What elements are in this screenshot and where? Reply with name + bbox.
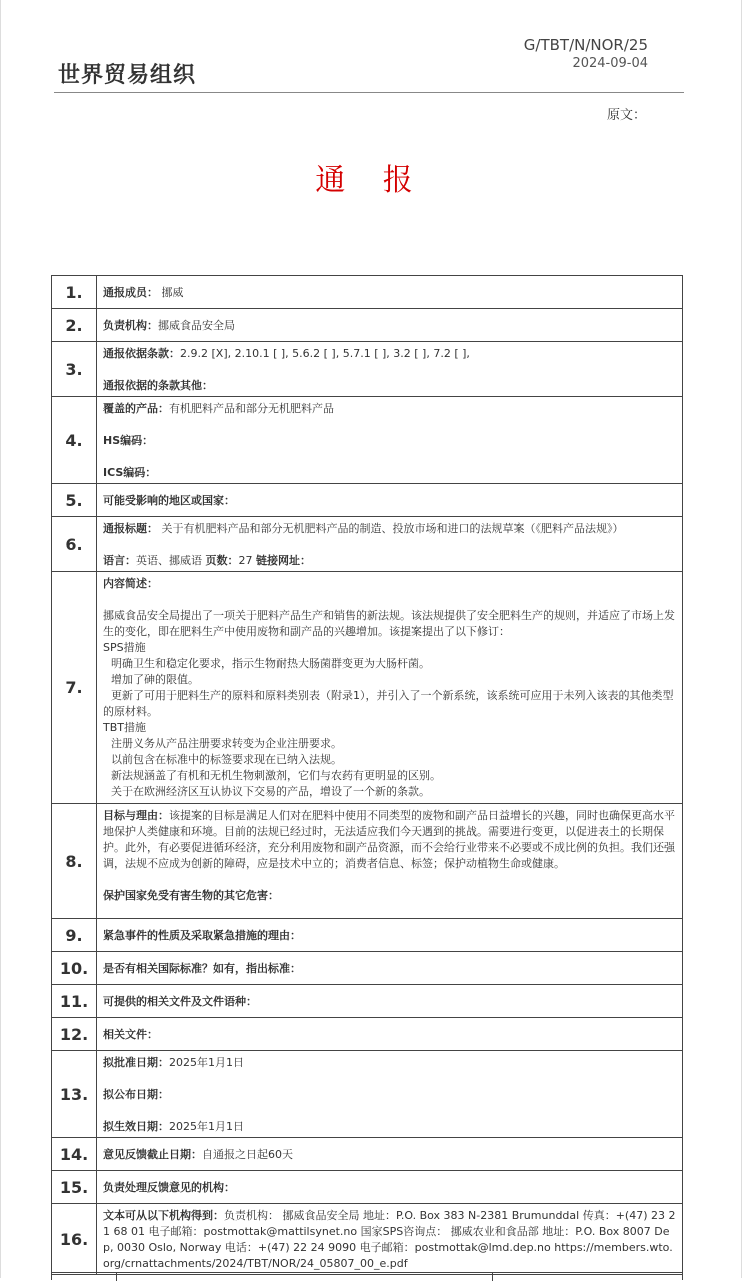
table-row: [52, 484, 683, 517]
approval-date-value: 2025年1月1日: [169, 1056, 244, 1069]
objective-value: 该提案的目标是满足人们对在肥料中使用不同类型的废物和副产品日益增长的兴趣，同时也确保更高水平地保护人类健康和环境。目前的法规已经过时，无法适应我们今天遇到的挑战。需要进行变更，以促进表土的长期保护。此外，有必要促进循环经济，充分利用废物和副产品资源，而不会给行业带来不必要或不成比例的负担。我们还强调，法规不应成为创新的障碍，应是技术中立的；消费者信息、标签；保护动植物生命或健康。: [103, 809, 675, 870]
urgent-nature-label: 紧急事件的性质及采取紧急措施的理由：: [103, 929, 301, 942]
table-row: [52, 1051, 683, 1138]
table-row: [52, 1138, 683, 1171]
notification-title-value: 关于有机肥料产品和部分无机肥料产品的制造、投放市场和进口的法规草案（《肥料产品法规》）: [161, 522, 624, 535]
description-intro: 挪威食品安全局提出了一项关于肥料产品生产和销售的新法规。该法规提供了安全肥料生产的规则，并适应了市场上发生的变化，即在肥料生产中使用废物和副产品的兴趣增加。该提案提出了以下修订：: [103, 609, 675, 638]
description-label: 内容简述：: [103, 577, 158, 590]
notification-title-label: 通报标题：: [103, 522, 158, 535]
article-value: 2.9.2 [X], 2.10.1 [ ], 5.6.2 [ ], 5.7.1 [ ], 3.2 [ ], 7.2 [ ],: [180, 347, 470, 360]
sps-heading: SPS措施: [103, 641, 146, 654]
affected-regions-label: 可能受影响的地区或国家：: [103, 494, 235, 507]
publication-date-label: 拟公布日期：: [103, 1088, 169, 1101]
related-documents-label: 相关文件：: [103, 1028, 158, 1041]
pages-value: 27: [238, 554, 253, 567]
effective-date-value: 2025年1月1日: [169, 1120, 244, 1133]
tbt-item: 关于在欧洲经济区互认协议下交易的产品，增设了一个新的条款。: [111, 785, 430, 798]
row-number: 9.: [52, 919, 97, 952]
header-divider: [54, 92, 684, 93]
agency-value: 挪威食品安全局: [158, 319, 235, 332]
table-row: [52, 952, 683, 985]
language-value: 英语、挪威语: [136, 554, 202, 567]
row-number: 4.: [52, 397, 97, 484]
objective-label: 目标与理由：: [103, 809, 169, 822]
comment-deadline-label: 意见反馈截止日期：: [103, 1148, 202, 1161]
row-number: 8.: [52, 804, 97, 919]
tbt-item: 新法规涵盖了有机和无机生物刺激剂，它们与农药有更明显的区别。: [111, 769, 441, 782]
article-other-label: 通报依据的条款其他：: [103, 379, 213, 392]
text-available-label: 文本可从以下机构得到：: [103, 1209, 224, 1222]
available-documents-label: 可提供的相关文件及文件语种：: [103, 995, 257, 1008]
agency-label: 负责机构：: [103, 319, 158, 332]
row-number: 5.: [52, 484, 97, 517]
next-page-table-stub: [51, 1272, 683, 1280]
row-number: 3.: [52, 342, 97, 397]
tbt-heading: TBT措施: [103, 721, 146, 734]
products-value: 有机肥料产品和部分无机肥料产品: [169, 402, 334, 415]
comment-deadline-value: 自通报之日起60天: [202, 1148, 293, 1161]
table-row: [52, 1204, 683, 1275]
document-date: 2024-09-04: [572, 56, 648, 71]
link-label: 链接网址：: [256, 554, 311, 567]
hs-code-label: HS编码：: [103, 434, 154, 447]
notification-title: 通 报: [315, 163, 427, 198]
products-label: 覆盖的产品：: [103, 402, 169, 415]
sps-item: 明确卫生和稳定化要求，指示生物耐热大肠菌群变更为大肠杆菌。: [111, 657, 430, 670]
ics-code-label: ICS编码：: [103, 466, 157, 479]
pages-label: 页数：: [205, 554, 239, 567]
table-row: [52, 342, 683, 397]
effective-date-label: 拟生效日期：: [103, 1120, 169, 1133]
row-number: 6.: [52, 517, 97, 572]
approval-date-label: 拟批准日期：: [103, 1056, 169, 1069]
notifying-member-value: 挪威: [161, 286, 184, 299]
document-code: G/TBT/N/NOR/25: [523, 36, 648, 54]
sps-item: 增加了砷的限值。: [111, 673, 199, 686]
row-number: 11.: [52, 985, 97, 1018]
notifying-member-label: 通报成员：: [103, 286, 158, 299]
international-standard-label: 是否有相关国际标准？如有，指出标准：: [103, 962, 301, 975]
table-row: [52, 804, 683, 919]
table-row: [52, 919, 683, 952]
row-number: 2.: [52, 309, 97, 342]
row-number: 15.: [52, 1171, 97, 1204]
tbt-item: 注册义务从产品注册要求转变为企业注册要求。: [111, 737, 342, 750]
organization-title: 世界贸易组织: [58, 63, 197, 88]
text-available-value: 负责机构： 挪威食品安全局 地址：P.O. Box 383 N-2381 Brumunddal 传真：+(47) 23 21 68 01 电子邮箱：postmottak@mattilsynet.no 国家SPS咨询点： 挪威农业和食品部 地址：P.O. Box 8007 Dep, 0030 Oslo, Norway 电话：+(47) 22 24 9090 电子邮箱：postmottak@lmd.dep.no https://members.wto.org/crnattachments/2024/TBT/NOR/24_05807_00_e.pdf: [103, 1209, 676, 1270]
pest-protection-label: 保护国家免受有害生物的其它危害：: [103, 889, 279, 902]
row-number: 13.: [52, 1051, 97, 1138]
table-row: [52, 276, 683, 309]
table-row: [52, 309, 683, 342]
table-row: [52, 517, 683, 572]
sps-item: 更新了可用于肥料生产的原料和原料类别表（附录1），并引入了一个新系统，该系统可应用于未列入该表的其他类型的原材料。: [103, 689, 674, 718]
language-label: 语言：: [103, 554, 136, 567]
article-label: 通报依据条款：: [103, 347, 180, 360]
table-row: [52, 1171, 683, 1204]
table-row: [52, 1018, 683, 1051]
row-number: 10.: [52, 952, 97, 985]
comment-agency-label: 负责处理反馈意见的机构：: [103, 1181, 235, 1194]
row-number: 12.: [52, 1018, 97, 1051]
tbt-item: 以前包含在标准中的标签要求现在已纳入法规。: [111, 753, 342, 766]
row-number: 1.: [52, 276, 97, 309]
original-language-label: 原文：: [606, 108, 646, 123]
row-number: 16.: [52, 1204, 97, 1275]
row-number: 14.: [52, 1138, 97, 1171]
row-number: 7.: [52, 572, 97, 804]
table-row: [52, 985, 683, 1018]
notification-table: [51, 275, 683, 1275]
table-row: [52, 572, 683, 804]
table-row: [52, 397, 683, 484]
